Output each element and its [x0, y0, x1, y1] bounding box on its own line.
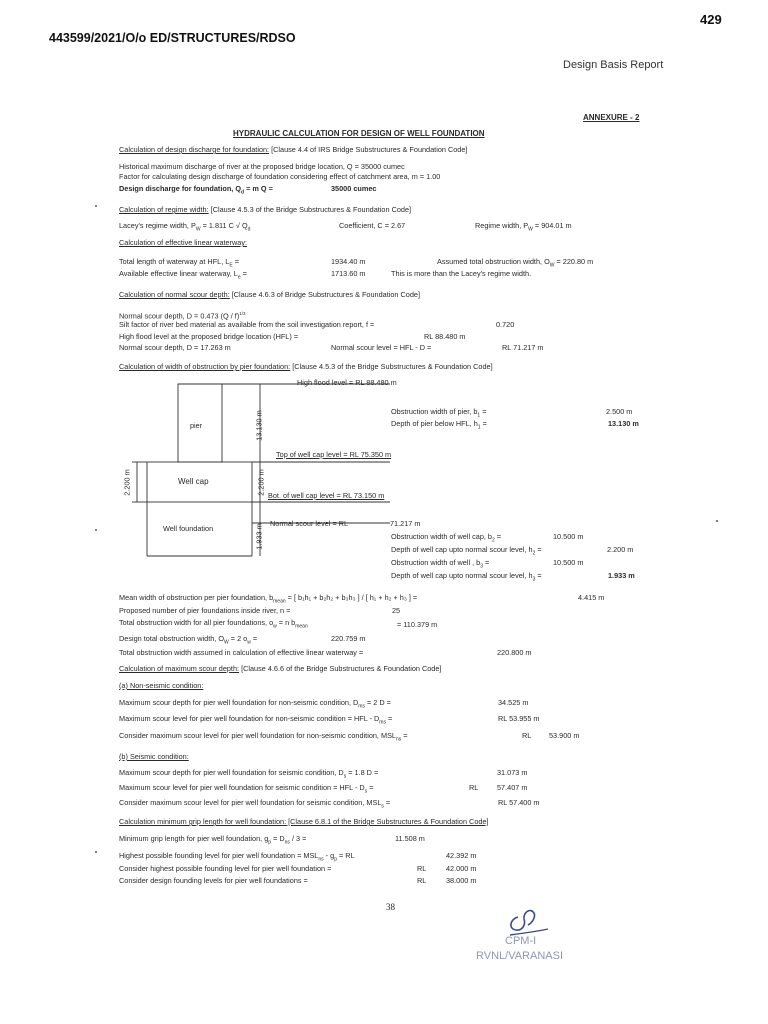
sec7-b2c: RL [469, 783, 479, 792]
scan-speck [95, 529, 97, 531]
sec2-coefficient: Coefficient, C = 2.67 [339, 221, 406, 230]
sec7-b1: Maximum scour depth for pier well foundation for seismic condition, $D_s = 1.8$ D = [119, 768, 379, 780]
sec6-l2b: 25 [392, 606, 401, 615]
b3-label: Obstruction width of well , $b_3$ = [391, 558, 490, 570]
sec7-a3a: Consider maximum scour level for pier well foundation for non-seismic condition, MSL [119, 731, 396, 740]
sec4-l4b: Normal scour level = HFL - D = [331, 343, 432, 352]
sec2-l1a: Lacey's regime width, P [119, 221, 196, 230]
sec3-l2d: This is more than the Lacey's regime width. [391, 269, 532, 278]
sec8-l3b: RL [417, 864, 427, 873]
h3-sub: 3 [532, 576, 536, 583]
h1-label: Depth of pier below HFL, $h_1$ = [391, 419, 487, 431]
h3-value: 1.933 m [608, 571, 635, 580]
b2-sub: 2 [492, 537, 495, 544]
b2-label: Obstruction width of well cap, $b_2$ = [391, 532, 502, 544]
sec7-a1: Maximum scour depth for pier well foundation for non-seismic condition, $D_{ms} = 2$ D = [119, 698, 391, 710]
sec2-l1d: Regime width, P [475, 221, 529, 230]
sec8-l2: Highest possible founding level for pier well foundation = $MSL_{ns} - g_p$ = RL [119, 851, 355, 863]
sec7-a1c: 34.525 m [498, 698, 529, 707]
sec1-line2: Factor for calculating design discharge of foundation considering effect of catchment area, m = 1.00 [119, 172, 441, 181]
scan-speck [95, 851, 97, 853]
sec1-line1: Historical maximum discharge of river at the proposed bridge location, Q = 35000 cumec [119, 162, 405, 171]
bot-wellcap-text: Bot. of well cap level = RL 73.150 m [268, 491, 385, 500]
b1-text: Obstruction width of pier, b [391, 407, 478, 416]
normal-scour-value: 71.217 m [390, 519, 421, 528]
sec6-l3a: Total obstruction width for all pier foundations, o [119, 618, 274, 627]
sec4-l4c: RL 71.217 m [502, 343, 544, 352]
sec6-l3c: = 110.379 m [397, 620, 438, 629]
b3-sub: 3 [480, 563, 484, 570]
sec6-l1a: Mean width of obstruction per pier foundation, b [119, 593, 274, 602]
pier-label: pier [190, 421, 203, 430]
sec6-line1: Mean width of obstruction per pier foundation, $b_{mean}$ = [ b₁h₁ + b₂h₂ + b₃h₃ ] / [ h₁ + h₂ + h₃ ] = [119, 593, 418, 605]
sec6-l2a: Proposed number of pier foundations inside river, n = [119, 606, 291, 615]
sec3-l2c: 1713.60 m [331, 269, 366, 278]
sec7-b1c: 31.073 m [497, 768, 528, 777]
sec3-l1c: 1934.40 m [331, 257, 366, 266]
top-wellcap-text: Top of well cap level = RL 75.350 m [276, 450, 392, 459]
sec7-b1b: = 1.8 D = [346, 768, 379, 777]
sec8-l3c: 42.000 m [446, 864, 477, 873]
sec7-a3b: = [401, 731, 408, 740]
report-title: Design Basis Report [563, 59, 664, 71]
sec1-heading: Calculation of design discharge for foundation: [119, 145, 270, 154]
sec4-clause: [Clause 4.6.3 of Bridge Substructures & Foundation Code] [229, 290, 420, 299]
sec8-l4b: RL [417, 876, 427, 885]
normal-scour-label: Normal scour level = RL [270, 519, 349, 528]
h3-label: Depth of well cap upto normal scour level, $h_3$ = [391, 571, 542, 583]
sec8-heading: Calculation minimum grip length for well foundation: [119, 817, 287, 826]
document-reference: 443599/2021/O/o ED/STRUCTURES/RDSO [49, 31, 296, 45]
sec1-l3b: = m Q = [244, 184, 273, 193]
h3-text: Depth of well cap upto normal scour level, h [391, 571, 533, 580]
sec7-a1a: Maximum scour depth for pier well foundation for non-seismic condition, D [119, 698, 359, 707]
b2-value: 10.500 m [553, 532, 584, 541]
sec8-l3a: Consider highest possible founding level for pier well foundation = [119, 864, 332, 873]
sec8-clause: [Clause 6.8.1 of the Bridge Substructures & Foundation Code] [286, 817, 489, 826]
sec8-l4a: Consider design founding levels for pier well foundations = [119, 876, 308, 885]
sec7-b3: Consider maximum scour level for pier well foundation for seismic condition, $MSL_s$ = [119, 798, 391, 810]
annexure-label: ANNEXURE - 2 [583, 113, 640, 122]
sec4-heading: Calculation of normal scour depth: [119, 290, 230, 299]
dim-h3-label: 1.933 m [254, 523, 264, 550]
wellcap-height-label: 2.200 m [122, 469, 132, 496]
sec6-l5a: Total obstruction width assumed in calculation of effective linear waterway = [119, 648, 364, 657]
sec7-b3c: RL 57.400 m [498, 798, 540, 807]
sec7-b1a: Maximum scour depth for pier well foundation for seismic condition, D [119, 768, 344, 777]
h1-value: 13.130 m [608, 419, 639, 428]
hfl-label: High flood level = RL 88.480 m [297, 378, 397, 387]
b2-text: Obstruction width of well cap, b [391, 532, 492, 541]
dim-h2-label: 2.200 m [256, 469, 266, 496]
stamp-line1: CPM-I [505, 935, 537, 947]
wellcap-label: Well cap [178, 477, 209, 486]
sec6-l3b: = n b [276, 618, 296, 627]
h1-text: Depth of pier below HFL, h [391, 419, 478, 428]
h2-text: Depth of well cap upto normal scour level, h [391, 545, 533, 554]
sec7-a2: Maximum scour level for pier well foundation for non-seismic condition = HFL - $D_{ms}$ = [119, 714, 393, 726]
sec3-l1a: Total length of waterway at HFL, L [119, 257, 230, 266]
sec7-a2a: Maximum scour level for pier well foundation for non-seismic condition = HFL - D [119, 714, 380, 723]
sec2-regime-width: Regime width, $P_W = 904.01$ m [475, 221, 572, 233]
main-title: HYDRAULIC CALCULATION FOR DESIGN OF WELL FOUNDATION [233, 129, 485, 138]
sec2-heading: Calculation of regime width: [119, 205, 209, 214]
sec3-line1a: Total length of waterway at HFL, $L_E$ = [119, 257, 239, 269]
h1-sub: 1 [477, 424, 481, 431]
top-wellcap-label [276, 450, 391, 459]
sec8-l1d: 11.508 m [395, 834, 425, 843]
sec1-line3-val: 35000 cumec [331, 184, 377, 193]
scan-speck [716, 520, 718, 522]
sec8-heading-line [119, 817, 489, 826]
b1-label: Obstruction width of pier, $b_1$ = [391, 407, 487, 419]
sec8-l2d: 42.392 m [446, 851, 477, 860]
sec8-l2a: Highest possible founding level for pier well foundation = MSL [119, 851, 319, 860]
sec3-l2b: = [240, 269, 247, 278]
sec7-clause: [Clause 4.6.6 of the Bridge Substructures & Foundation Code] [239, 664, 442, 673]
sec8-l1a: Minimum grip length for pier well foundation, g [119, 834, 269, 843]
sec7-b-heading: (b) Seismic condition: [119, 752, 189, 761]
dim-h1-label: 13.130 m [254, 410, 264, 441]
sec3-l2a: Available effective linear waterway, L [119, 269, 238, 278]
h2-value: 2.200 m [607, 545, 634, 554]
sec1-line3: Design discharge for foundation, $Q_d = m$ Q = [119, 184, 273, 196]
sec6-l4c: 220.759 m [331, 634, 366, 643]
sec7-a2b: = [385, 714, 393, 723]
sec7-a3d: 53.900 m [549, 731, 580, 740]
sec8-l1c: / 3 = [289, 834, 307, 843]
sec7-a2c: RL 53.955 m [498, 714, 540, 723]
sec3-heading: Calculation of effective linear waterway: [119, 238, 248, 247]
sec6-line3: Total obstruction width for all pier foundations, $o_w = n$ $b_{mean}$ [119, 618, 308, 630]
sec7-b2: Maximum scour level for pier well foundation for seismic condition = HFL - $D_s$ = [119, 783, 374, 795]
sec5-heading: Calculation of width of obstruction by pier foundation: [119, 362, 291, 371]
sec6-l4a: Design total obstruction width, O [119, 634, 225, 643]
sec2-clause: [Clause 4.5.3 of the Bridge Substructures & Foundation Code] [208, 205, 412, 214]
b1-value: 2.500 m [606, 407, 633, 416]
sec5-clause: [Clause 4.5.3 of the Bridge Substructures & Foundation Code] [290, 362, 493, 371]
sec2-l1e: = 904.01 m [532, 221, 572, 230]
sec8-l1: Minimum grip length for pier well foundation, $g_p = D_{ns} / 3$ = [119, 834, 307, 846]
sec7-b2b: = [367, 783, 374, 792]
stamp-line2: RVNL/VARANASI [476, 950, 564, 962]
h2-sub: 2 [532, 550, 536, 557]
sec4-l2b: 0.720 [496, 320, 515, 329]
sec3-l1e: = 220.80 m [554, 257, 594, 266]
bot-wellcap-label [268, 491, 384, 500]
footer-page-number: 38 [386, 902, 395, 912]
sec7-heading-line [119, 664, 441, 673]
sec8-l2b: - g [323, 851, 335, 860]
sec4-l3b: RL 88.480 m [424, 332, 466, 341]
sec7-b3b: = [383, 798, 391, 807]
sec2-line1: Lacey's regime width, $P_W = 1.811$ C √ $Q_d$ [119, 221, 251, 233]
sec4-l1-sup: 1/3 [239, 311, 246, 316]
sec1-l3a: Design discharge for foundation, Q [119, 184, 242, 193]
sec2-l1b: = 1.811 C √ Q [200, 221, 248, 230]
sec4-l2a: Silt factor of river bed material as available from the soil investigation report, f = [119, 320, 375, 329]
sec7-a1b: = 2 D = [364, 698, 391, 707]
sec4-l1: Normal scour depth, D = 0.473 (Q / f) [119, 311, 240, 321]
sec6-l5b: 220.800 m [497, 648, 532, 657]
sec7-b2d: 57.407 m [497, 783, 528, 792]
sec6-l1c: 4.415 m [578, 593, 605, 602]
sec1-clause: [Clause 4.4 of IRS Bridge Substructures & Foundation Code] [269, 145, 468, 154]
sec7-a3: Consider maximum scour level for pier well foundation for non-seismic condition, $MSL_{ns}$ = [119, 731, 408, 743]
sec8-l1b: = D [271, 834, 285, 843]
sec3-l1b: = [232, 257, 239, 266]
sec7-a-heading: (a) Non-seismic condition: [119, 681, 204, 690]
sec6-l1b: = [ b₁h₁ + b₂h₂ + b₃h₃ ] / [ h₁ + h₂ + h₃ ] = [285, 593, 418, 602]
sec6-line4: Design total obstruction width, $O_W = 2$ $o_w$ = [119, 634, 258, 646]
scan-speck [95, 205, 97, 207]
sec7-b3a: Consider maximum scour level for pier well foundation for seismic condition, MSL [119, 798, 382, 807]
sec4-l3a: High flood level at the proposed bridge location (HFL) = [119, 332, 299, 341]
sec8-l4c: 38.000 m [446, 876, 477, 885]
sec7-heading: Calculation of maximum scour depth: [119, 664, 240, 673]
b3-value: 10.500 m [553, 558, 584, 567]
sec4-l4a: Normal scour depth, D = 17.263 m [119, 343, 231, 352]
sec6-l4b: = 2 o [228, 634, 248, 643]
h2-label: Depth of well cap upto normal scour level, $h_2$ = [391, 545, 542, 557]
b1-sub: 1 [477, 412, 481, 419]
sec3-l1d: Assumed total obstruction width, O [437, 257, 550, 266]
sec3-line1d: Assumed total obstruction width, $O_W = 220.80$ m [437, 257, 594, 269]
well-foundation-label: Well foundation [163, 524, 214, 533]
sec3-line2a: Available effective linear waterway, $L_e$ = [119, 269, 247, 281]
page-number: 429 [700, 12, 722, 27]
sec7-b2a: Maximum scour level for pier well foundation for seismic condition = HFL - D [119, 783, 365, 792]
sec7-a3c: RL [522, 731, 532, 740]
sec8-l2c: = RL [336, 851, 355, 860]
b3-text: Obstruction width of well , b [391, 558, 481, 567]
